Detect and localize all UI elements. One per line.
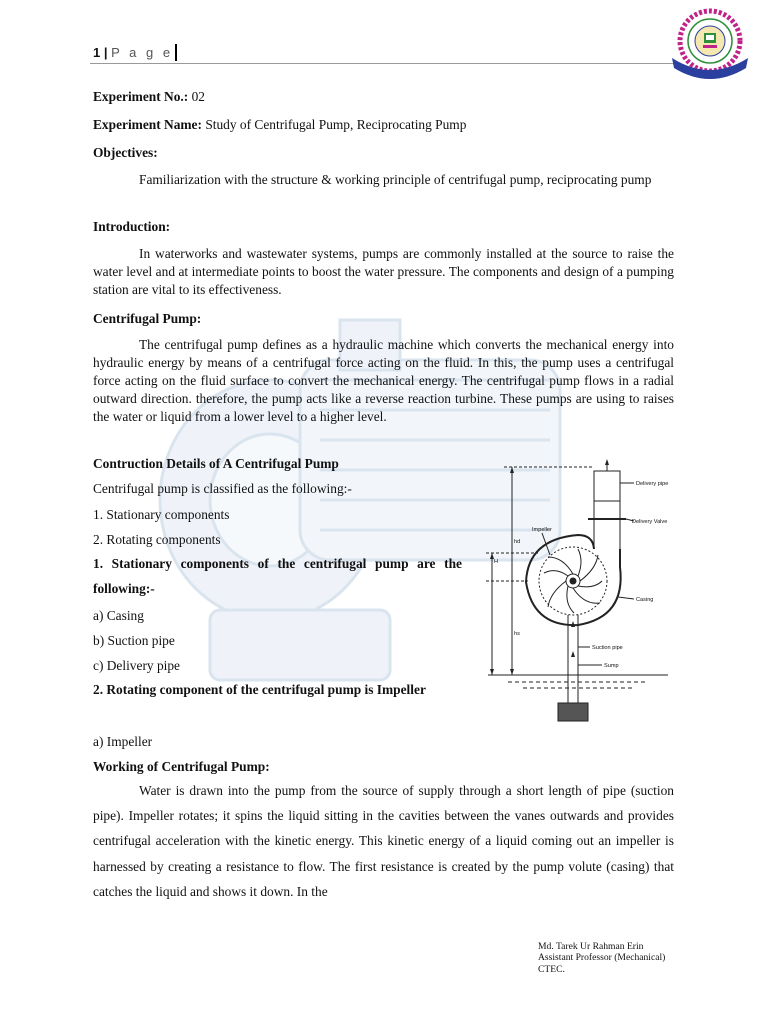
page-footer <box>538 941 665 975</box>
page-header <box>93 44 177 61</box>
centrifugal-pump-diagram <box>478 457 676 729</box>
centrifugal-pump-text: The centrifugal pump defines as a hydraulic machine which converts the mechanical energy into hydraulic energy by means of a centrifugal force acting on the fluid. In this, the pump uses a centrifugal force acting on the fluid surface to convert the mechanical energy. The centrifugal pump flows in a radial outward direction. therefore, the pump acts like a reverse reaction turbine. These pumps are using to raises the water or liquid from a lower level to a higher level. <box>93 337 674 424</box>
rotating-component-heading: 2. Rotating component of the centrifugal pump is Impeller <box>93 682 426 697</box>
classification-item: 2. Rotating components <box>93 532 221 547</box>
working-text: Water is drawn into the pump from the source of supply through a short length of pipe (suction pipe). Impeller rotates; it spins the liquid sitting in the cavities between the vanes outwards and provides centrifugal acceleration with the kinetic energy. This kinetic energy of a liquid coming out an impeller is harnessed by creating a resistance to flow. The first resistance is created by the pump volute (casing) that catches the liquid and shows it down. In the <box>93 783 674 899</box>
header-rule <box>90 63 678 64</box>
centrifugal-pump-heading: Centrifugal Pump: <box>93 311 202 326</box>
label-hs: hs <box>514 631 520 637</box>
institution-logo <box>666 8 754 80</box>
label-casing: Casing <box>636 597 654 603</box>
label-suction-pipe: Suction pipe <box>592 645 623 651</box>
label-sump: Sump <box>604 663 619 669</box>
working-heading: Working of Centrifugal Pump: <box>93 759 270 774</box>
label-delivery-valve: Delivery Valve <box>632 519 668 525</box>
stationary-item: a) Casing <box>93 608 144 623</box>
author-institution: CTEC. <box>538 963 565 975</box>
experiment-name-value: Study of Centrifugal Pump, Reciprocating Pump <box>201 117 467 132</box>
construction-heading: Contruction Details of A Centrifugal Pump <box>93 456 339 471</box>
experiment-name-label: Experiment Name: <box>93 117 202 132</box>
label-h: H <box>494 559 499 565</box>
objectives-heading: Objectives: <box>93 145 158 160</box>
label-hd: hd <box>514 539 521 545</box>
introduction-text: In waterworks and wastewater systems, pumps are commonly installed at the source to raise the water level and at intermediate points to boost the water pressure. The components and design of a pumping station are vital to its effectiveness. <box>93 246 674 297</box>
experiment-name-line <box>93 116 466 134</box>
stationary-components-heading: 1. Stationary components of the centrifugal pump are the following:- <box>93 556 462 597</box>
label-delivery-pipe: Delivery pipe <box>636 481 669 487</box>
classified-line: Centrifugal pump is classified as the following:- <box>93 481 352 496</box>
introduction-heading: Introduction: <box>93 219 171 234</box>
objectives-text: Familiarization with the structure & working principle of centrifugal pump, reciprocating pump <box>139 172 652 187</box>
page-word: P a g e <box>111 45 174 60</box>
rotating-item: a) Impeller <box>93 734 153 749</box>
classification-item: 1. Stationary components <box>93 507 230 522</box>
label-impeller: Impeller <box>532 527 552 533</box>
author-name: Md. Tarek Ur Rahman Erin <box>538 941 644 952</box>
stationary-item: c) Delivery pipe <box>93 658 180 673</box>
stationary-item: b) Suction pipe <box>93 633 175 648</box>
experiment-number-label: Experiment No.: <box>93 89 189 104</box>
author-title: Assistant Professor (Mechanical) <box>538 952 666 964</box>
page-number: 1 <box>93 45 101 60</box>
experiment-number-line <box>93 88 205 106</box>
delivery-pipe-top <box>594 471 620 501</box>
header-cursor-bar <box>175 44 177 61</box>
experiment-number-value: 02 <box>188 89 205 104</box>
page-separator: | <box>103 45 108 60</box>
